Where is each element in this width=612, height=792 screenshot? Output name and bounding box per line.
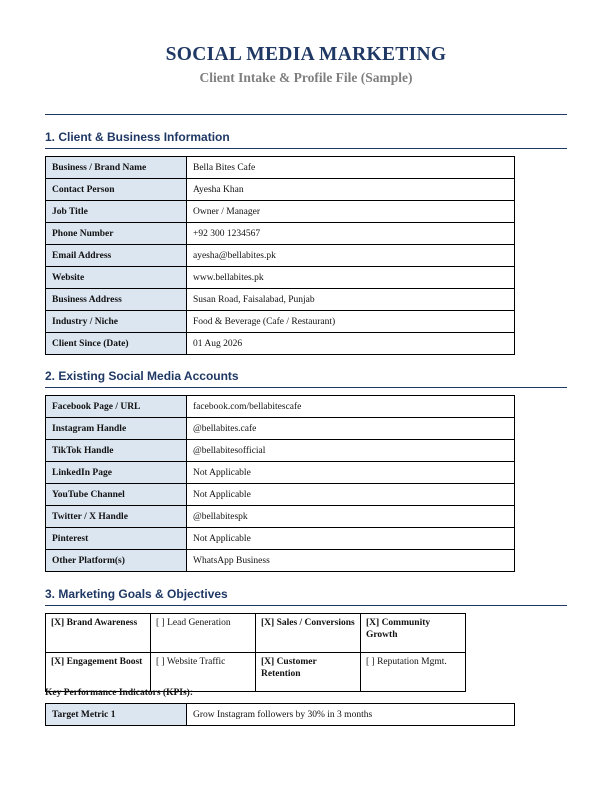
client-info-row xyxy=(46,157,515,179)
social-account-row xyxy=(46,506,515,528)
section-heading-goals: 3. Marketing Goals & Objectives xyxy=(45,587,567,606)
field-label: Industry / Niche xyxy=(46,311,187,333)
field-label: Contact Person xyxy=(46,179,187,201)
client-info-row xyxy=(46,201,515,223)
field-value: Not Applicable xyxy=(187,484,515,506)
field-label: LinkedIn Page xyxy=(46,462,187,484)
field-value: +92 300 1234567 xyxy=(187,223,515,245)
field-value: Owner / Manager xyxy=(187,201,515,223)
field-value: facebook.com/bellabitescafe xyxy=(187,396,515,418)
field-label: Business Address xyxy=(46,289,187,311)
goal-checkbox-option[interactable]: [ ] Website Traffic xyxy=(151,653,256,692)
field-label: Email Address xyxy=(46,245,187,267)
field-label: Phone Number xyxy=(46,223,187,245)
client-info-row xyxy=(46,333,515,355)
field-value: Not Applicable xyxy=(187,528,515,550)
kpi-table xyxy=(45,703,515,726)
field-label: Website xyxy=(46,267,187,289)
field-value: ayesha@bellabites.pk xyxy=(187,245,515,267)
goals-row xyxy=(46,614,466,653)
goal-checkbox-option[interactable]: [X] Sales / Conversions xyxy=(256,614,361,653)
client-info-row xyxy=(46,179,515,201)
field-value: Ayesha Khan xyxy=(187,179,515,201)
goal-checkbox-option[interactable]: [X] Brand Awareness xyxy=(46,614,151,653)
goals-table xyxy=(45,613,466,692)
field-label: Instagram Handle xyxy=(46,418,187,440)
social-account-row xyxy=(46,440,515,462)
field-value: Not Applicable xyxy=(187,462,515,484)
field-value: @bellabitespk xyxy=(187,506,515,528)
field-value: www.bellabites.pk xyxy=(187,267,515,289)
goal-checkbox-option[interactable]: [X] Engagement Boost xyxy=(46,653,151,692)
field-label: TikTok Handle xyxy=(46,440,187,462)
goal-checkbox-option[interactable]: [ ] Lead Generation xyxy=(151,614,256,653)
field-value: Food & Beverage (Cafe / Restaurant) xyxy=(187,311,515,333)
social-account-row xyxy=(46,484,515,506)
goal-checkbox-option[interactable]: [X] Customer Retention xyxy=(256,653,361,692)
field-value: Bella Bites Cafe xyxy=(187,157,515,179)
client-info-row xyxy=(46,289,515,311)
field-label: Client Since (Date) xyxy=(46,333,187,355)
client-info-row xyxy=(46,311,515,333)
page-title: SOCIAL MEDIA MARKETING xyxy=(165,44,447,65)
client-info-row xyxy=(46,267,515,289)
social-account-row xyxy=(46,396,515,418)
field-label: Job Title xyxy=(46,201,187,223)
client-info-table xyxy=(45,156,515,355)
social-accounts-table xyxy=(45,395,515,572)
field-label: Twitter / X Handle xyxy=(46,506,187,528)
field-label: Facebook Page / URL xyxy=(46,396,187,418)
social-account-row xyxy=(46,462,515,484)
goals-row xyxy=(46,653,466,692)
field-value: @bellabitesofficial xyxy=(187,440,515,462)
social-account-row xyxy=(46,528,515,550)
client-info-row xyxy=(46,223,515,245)
field-label: Target Metric 1 xyxy=(46,704,187,726)
field-value: Susan Road, Faisalabad, Punjab xyxy=(187,289,515,311)
field-value: @bellabites.cafe xyxy=(187,418,515,440)
field-label: Pinterest xyxy=(46,528,187,550)
goal-checkbox-option[interactable]: [ ] Reputation Mgmt. xyxy=(361,653,466,692)
field-value: 01 Aug 2026 xyxy=(187,333,515,355)
social-account-row xyxy=(46,550,515,572)
field-value: Grow Instagram followers by 30% in 3 months xyxy=(187,704,515,726)
field-value: WhatsApp Business xyxy=(187,550,515,572)
section-heading-social: 2. Existing Social Media Accounts xyxy=(45,369,567,388)
field-label: Business / Brand Name xyxy=(46,157,187,179)
page-subtitle: Client Intake & Profile File (Sample) xyxy=(199,70,413,85)
kpi-label: Key Performance Indicators (KPIs): xyxy=(45,688,194,698)
kpi-row xyxy=(46,704,515,726)
field-label: Other Platform(s) xyxy=(46,550,187,572)
social-account-row xyxy=(46,418,515,440)
section-heading-client: 1. Client & Business Information xyxy=(45,130,567,149)
field-label: YouTube Channel xyxy=(46,484,187,506)
client-info-row xyxy=(46,245,515,267)
header-divider xyxy=(45,114,567,115)
goal-checkbox-option[interactable]: [X] Community Growth xyxy=(361,614,466,653)
